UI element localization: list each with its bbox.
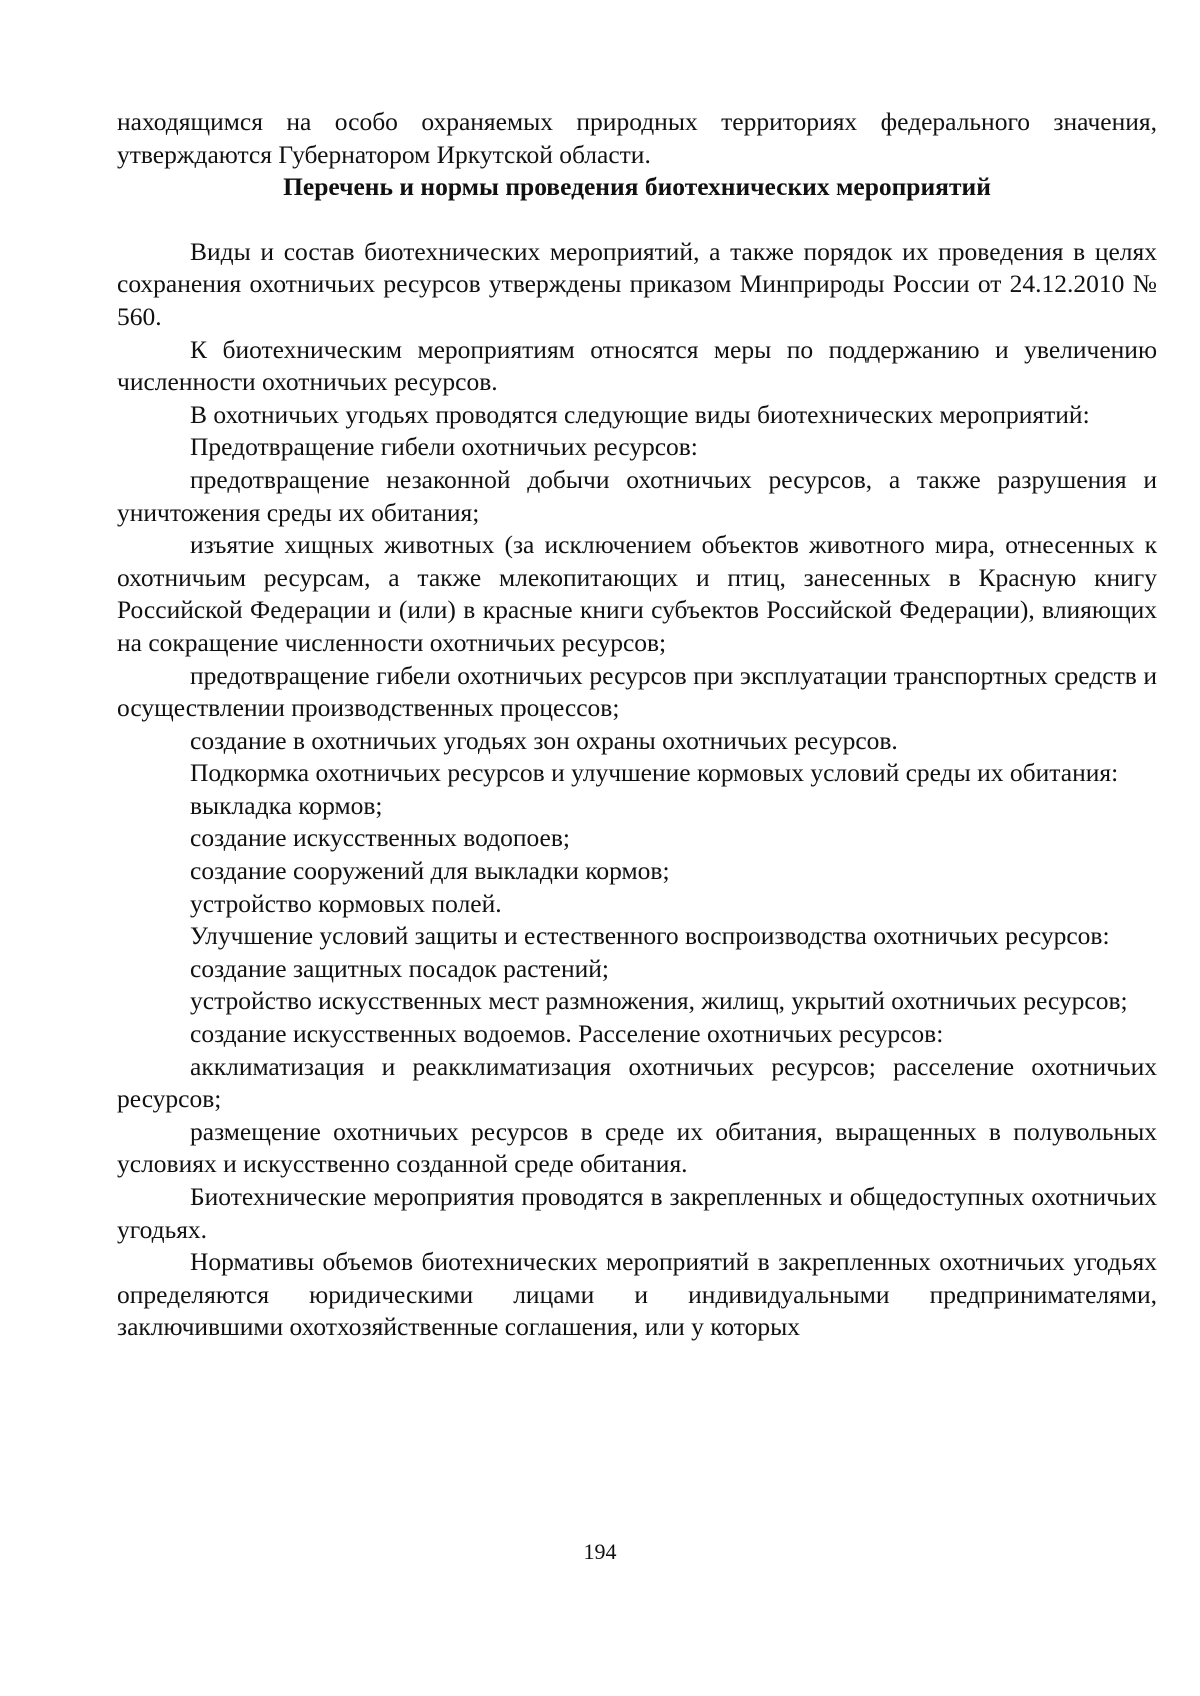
body-paragraph: выкладка кормов;	[190, 790, 383, 820]
section-heading: Перечень и нормы проведения биотехнических мероприятий	[283, 172, 991, 202]
body-paragraph: создание искусственных водопоев;	[190, 823, 570, 853]
body-paragraph: устройство искусственных мест размножения, жилищ, укрытий охотничьих ресурсов;	[190, 986, 1128, 1016]
body-paragraph: размещение охотничьих ресурсов в среде их обитания, выращенных в полувольных условиях и искусственно созданной среде обитания.	[117, 1116, 1157, 1179]
page-body	[117, 106, 1157, 1344]
body-paragraph: создание искусственных водоемов. Расселение охотничьих ресурсов:	[190, 1019, 944, 1049]
body-paragraph: Нормативы объемов биотехнических мероприятий в закрепленных охотничьих угодьях определяются юридическими лицами и индивидуальными предпринимателями, заключившими охотхозяйственные соглашения, или у которых	[117, 1247, 1157, 1342]
body-paragraph: К биотехническим мероприятиям относятся меры по поддержанию и увеличению численности охотничьих ресурсов.	[117, 334, 1157, 397]
body-paragraph: создание сооружений для выкладки кормов;	[190, 856, 670, 886]
body-paragraph: акклиматизация и реакклиматизация охотничьих ресурсов; расселение охотничьих ресурсов;	[117, 1051, 1157, 1114]
body-paragraph: устройство кормовых полей.	[190, 888, 502, 918]
body-paragraph: В охотничьих угодьях проводятся следующие виды биотехнических мероприятий:	[190, 399, 1090, 429]
body-paragraph: Улучшение условий защиты и естественного воспроизводства охотничьих ресурсов:	[190, 921, 1110, 951]
body-paragraph: изъятие хищных животных (за исключением объектов животного мира, отнесенных к охотничьим ресурсам, а также млекопитающих и птиц, занесенных в Красную книгу Российской Федерации и (или) в красные книги субъектов Российской Федерации), влияющих на сокращение численности охотничьих ресурсов;	[117, 530, 1157, 657]
body-paragraph: Биотехнические мероприятия проводятся в закрепленных и общедоступных охотничьих угодьях.	[117, 1182, 1157, 1244]
body-paragraph: Виды и состав биотехнических мероприятий, а также порядок их проведения в целях сохранения охотничьих ресурсов утверждены приказом Минприроды России от 24.12.2010 № 560.	[117, 236, 1157, 331]
page-number: 194	[583, 1539, 617, 1564]
body-paragraph: Предотвращение гибели охотничьих ресурсов:	[190, 432, 698, 462]
body-paragraph: создание в охотничьих угодьях зон охраны охотничьих ресурсов.	[190, 725, 898, 755]
opening-paragraph: находящимся на особо охраняемых природных территориях федерального значения, утверждаются Губернатором Иркутской области.	[117, 107, 1157, 169]
body-paragraph: создание защитных посадок растений;	[190, 953, 610, 983]
body-paragraph: предотвращение незаконной добычи охотничьих ресурсов, а также разрушения и уничтожения среды их обитания;	[117, 464, 1157, 527]
body-paragraph: предотвращение гибели охотничьих ресурсов при эксплуатации транспортных средств и осуществлении производственных процессов;	[117, 660, 1157, 723]
body-paragraph: Подкормка охотничьих ресурсов и улучшение кормовых условий среды их обитания:	[190, 758, 1119, 788]
